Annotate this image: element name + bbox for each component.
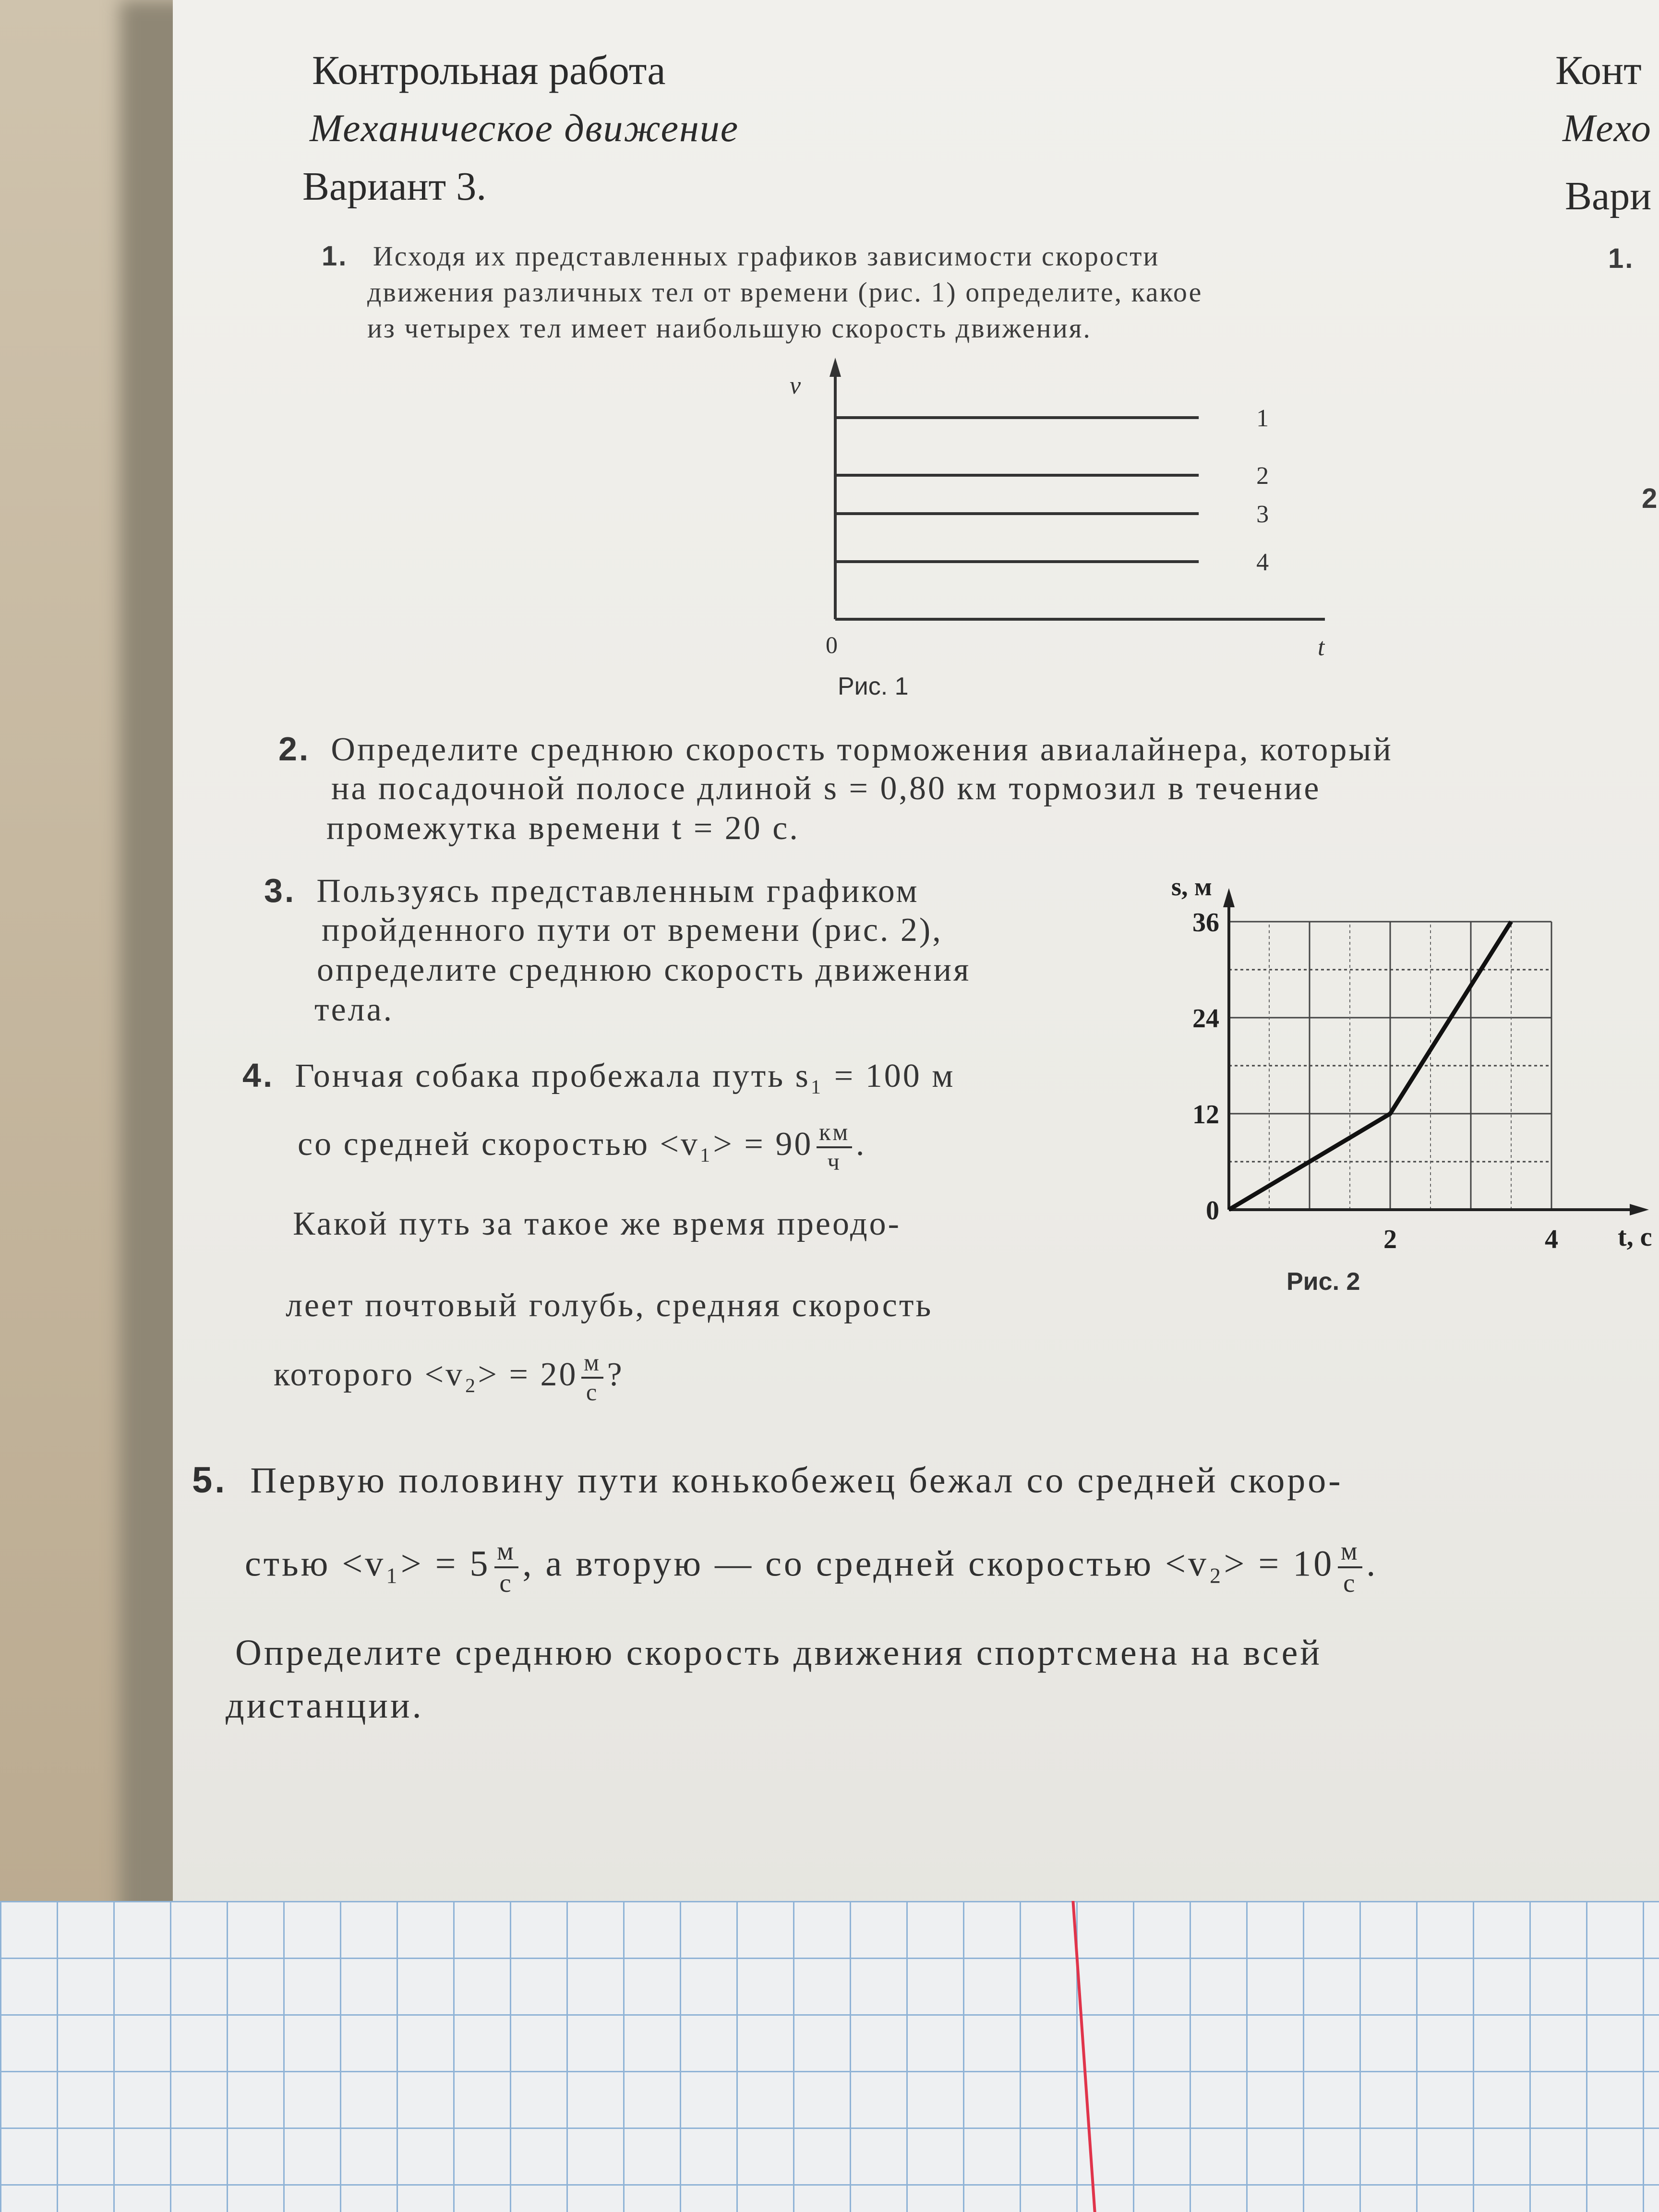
q5-unit2-m: м [1338, 1536, 1362, 1568]
next-page-variant: Вари [1565, 174, 1652, 218]
q4 [242, 1056, 955, 1095]
q2 [278, 730, 1393, 769]
q4-line5-text: которого <v₂> = 20 [274, 1356, 578, 1394]
fig2-y-axis-label: s, м [1171, 872, 1212, 901]
q5-line3: Определите среднюю скорость движения спортсмена на всей [235, 1633, 1322, 1673]
q2-line1: Определите среднюю скорость торможения авиалайнера, который [331, 731, 1393, 768]
fig1-series [835, 405, 1269, 576]
variant-label: Вариант 3. [302, 164, 487, 209]
next-page-subtitle: Мехо [1563, 106, 1652, 150]
graph-paper-notebook [0, 1901, 1659, 2212]
q4-unit-ms [581, 1349, 603, 1407]
q4-line5 [274, 1349, 624, 1407]
fig1-line-label-1: 1 [1256, 405, 1269, 432]
figure-2-distance-chart [1085, 864, 1659, 1296]
q5-unit1-s: с [499, 1568, 514, 1598]
figure-1-velocity-chart [605, 355, 1325, 739]
q3-line3: определите среднюю скорость движения [317, 951, 971, 988]
fig1-y-axis-label: v [790, 372, 801, 399]
q1 [322, 240, 1159, 272]
q5-line2-text: стью <v₁> = 5 [245, 1543, 491, 1584]
q1-line1: Исходя их представленных графиков зависимости скорости [373, 240, 1160, 272]
q2-number: 2. [278, 730, 311, 768]
fig2-tick-labels [1192, 908, 1558, 1254]
fig2-x-tick-2: 2 [1383, 1225, 1397, 1254]
q2-line3: промежутка времени t = 20 с. [326, 810, 800, 847]
fig1-y-arrow [830, 358, 841, 377]
q3-line2: пройденного пути от времени (рис. 2), [322, 912, 943, 949]
q4-line1: Гончая собака пробежала путь s₁ = 100 м [295, 1058, 955, 1094]
next-page-q1-number: 1. [1608, 243, 1635, 274]
q5-unit2-ms [1338, 1536, 1362, 1599]
q4-line3: Какой путь за такое же время преодо- [293, 1205, 901, 1242]
q5-line1: Первую половину пути конькобежец бежал со средней скоро- [250, 1460, 1343, 1501]
q4-line2 [298, 1118, 866, 1176]
q3-number: 3. [264, 872, 296, 909]
fig2-x-axis-label: t, с [1618, 1222, 1652, 1252]
q4-line2-end: . [855, 1126, 866, 1163]
fig2-y-arrow [1223, 888, 1235, 907]
q2-line2: на посадочной полосе длиной s = 0,80 км тормозил в течение [331, 770, 1321, 807]
q5-line2-end: . [1366, 1543, 1378, 1584]
fig2-x-arrow [1630, 1204, 1649, 1215]
fig1-line-label-4: 4 [1256, 549, 1269, 576]
next-page-title: Конт [1555, 47, 1642, 93]
fig2-x-tick-4: 4 [1545, 1225, 1558, 1254]
q4-unit-h: ч [827, 1148, 842, 1175]
q1-line3: из четырех тел имеет наибольшую скорость движения. [367, 313, 1092, 344]
fig2-grid [1229, 922, 1551, 1210]
fig1-line-label-3: 3 [1256, 501, 1269, 528]
fig1-x-axis-label: t [1318, 634, 1325, 661]
q4-line2-text: со средней скоростью <v₁> = 90 [298, 1126, 813, 1163]
q5 [192, 1459, 1343, 1502]
q5-line2 [245, 1536, 1378, 1599]
q3-line4: тела. [314, 991, 394, 1028]
fig1-origin-label: 0 [826, 631, 838, 658]
fig2-y-tick-24: 24 [1192, 1004, 1219, 1034]
q1-line2: движения различных тел от времени (рис. 1) определите, какое [367, 276, 1203, 308]
figure-2-caption: Рис. 2 [1286, 1268, 1360, 1296]
q4-unit-kmh [817, 1118, 852, 1176]
q5-unit2-s: с [1343, 1568, 1358, 1598]
fig1-axes [830, 358, 1325, 625]
q5-line4: дистанции. [226, 1685, 424, 1726]
q1-number: 1. [322, 240, 348, 272]
q5-line2-mid: , а вторую — со средней скоростью <v₂> = 10 [522, 1543, 1334, 1584]
q5-number: 5. [192, 1460, 228, 1501]
q4-line5-end: ? [607, 1356, 624, 1394]
q4-unit-s: с [586, 1378, 599, 1406]
q4-number: 4. [242, 1057, 275, 1094]
fig1-line-label-2: 2 [1256, 462, 1269, 490]
q4-line4: леет почтовый голубь, средняя скорость [286, 1287, 933, 1324]
fig2-y-tick-12: 12 [1192, 1100, 1219, 1130]
q4-unit-m: м [581, 1349, 603, 1379]
fig2-y-tick-36: 36 [1192, 908, 1219, 938]
fig2-y-tick-0: 0 [1206, 1196, 1219, 1226]
q5-unit1-ms [494, 1536, 519, 1599]
next-page-q2-number: 2 [1642, 483, 1659, 514]
figure-1-caption: Рис. 1 [838, 673, 909, 700]
q4-unit-km: км [817, 1118, 852, 1148]
sheet-subtitle: Механическое движение [310, 106, 739, 150]
q5-unit1-m: м [494, 1536, 519, 1568]
q3-line1: Пользуясь представленным графиком [316, 873, 919, 910]
fig2-axes [1223, 888, 1649, 1215]
sheet-title: Контрольная работа [312, 47, 666, 93]
test-sheet [173, 0, 1659, 1939]
q3 [264, 871, 919, 911]
